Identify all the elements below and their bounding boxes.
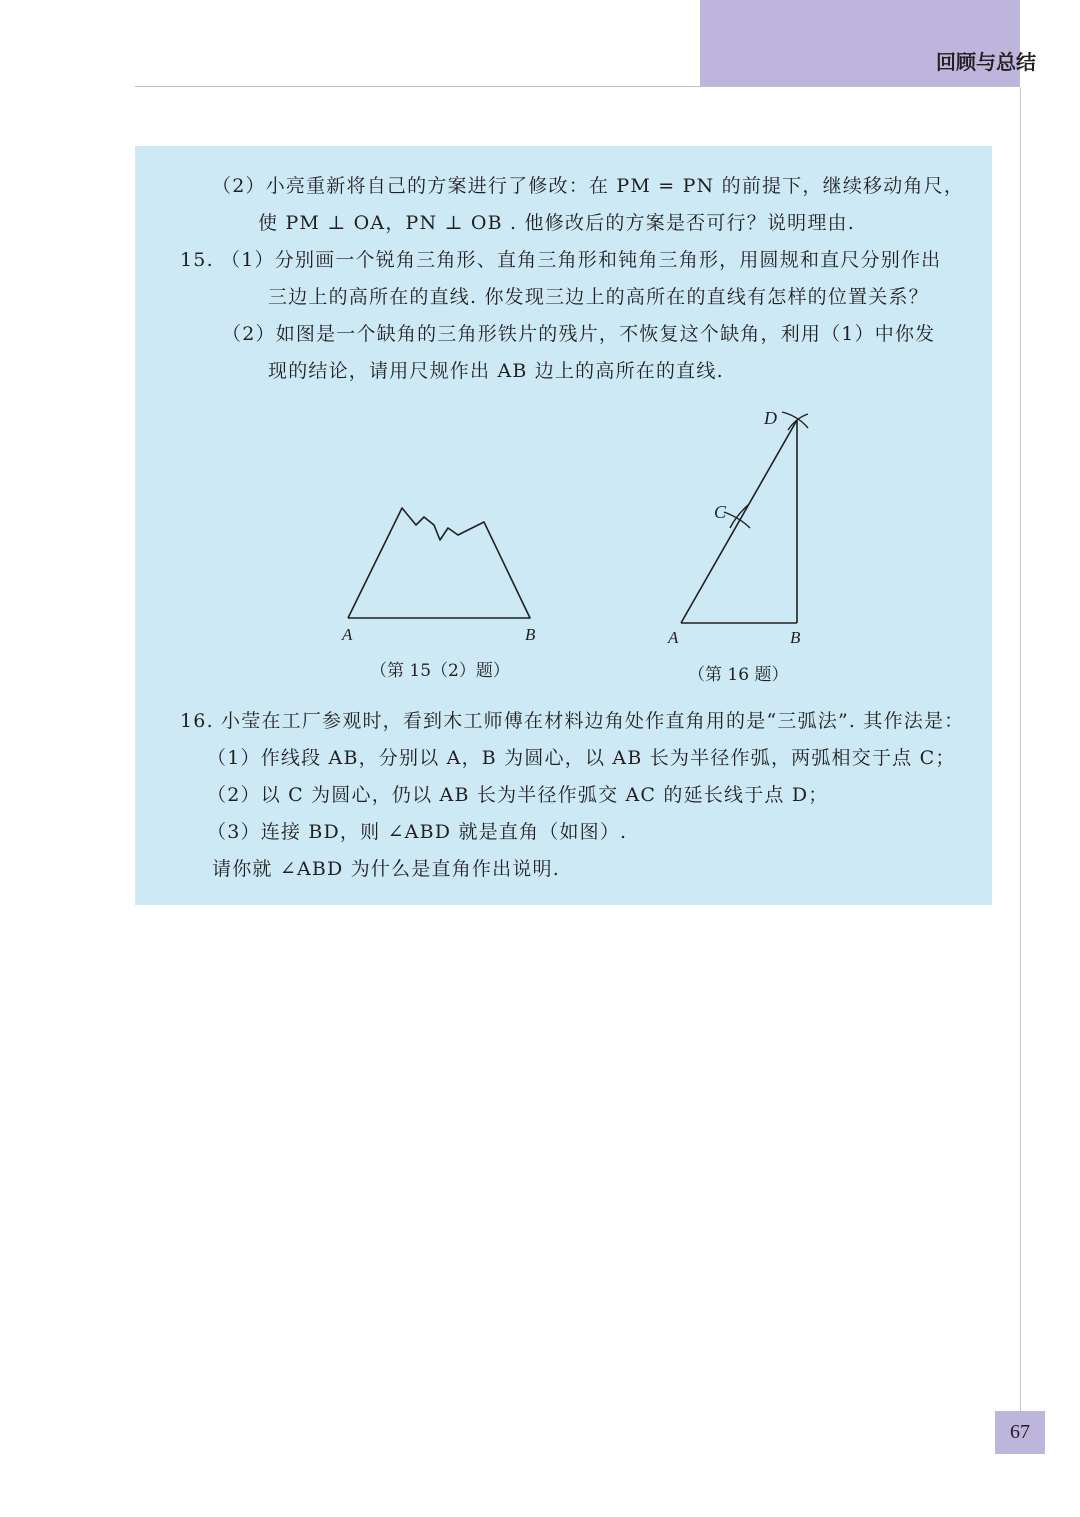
figure-15-label-b: B [525,625,536,644]
problem-16-step-1: （1）作线段 AB，分别以 A，B 为圆心，以 AB 长为半径作弧，两弧相交于点 C； [207,747,956,769]
problem-16-intro: 16. 小莹在工厂参观时，看到木工师傅在材料边角处作直角用的是“三弧法”. 其作法是： [180,710,965,732]
page-number-box [995,1411,1045,1454]
segment-ad [681,420,797,623]
broken-triangle-outline [348,508,530,618]
arc-mark-d-2 [788,414,808,430]
header-divider [135,86,1020,87]
section-title: 回顾与总结 [936,50,1036,74]
figure-15-caption: （第 15（2）题） [370,661,510,681]
figure-15-broken-triangle [330,495,550,645]
figure-15-label-a: A [342,625,353,644]
problem-15-part-2-line-2: 现的结论，请用尺规作出 AB 边上的高所在的直线. [268,360,724,382]
problem-15-part-1-line-1: 15. （1）分别画一个锐角三角形、直角三角形和钝角三角形，用圆规和直尺分别作出 [180,249,942,271]
problem-14-part-2-line-1: （2）小亮重新将自己的方案进行了修改：在 PM = PN 的前提下，继续移动角尺， [212,175,965,197]
figure-16-label-a: A [668,628,679,647]
figure-16-label-d: D [764,408,777,428]
problem-14-part-2-line-2: 使 PM ⊥ OA，PN ⊥ OB . 他修改后的方案是否可行？说明理由. [258,212,855,234]
figure-16-three-arc [660,400,830,655]
figure-16-label-b: B [790,628,801,647]
problem-16-question: 请你就 ∠ABD 为什么是直角作出说明. [212,858,560,880]
arc-mark-d-1 [782,412,808,428]
figure-16-label-c: C [714,502,727,522]
problem-15-part-1-line-2: 三边上的高所在的直线. 你发现三边上的高所在的直线有怎样的位置关系？ [268,286,929,308]
problem-16-step-2: （2）以 C 为圆心，仍以 AB 长为半径作弧交 AC 的延长线于点 D； [207,784,829,806]
figure-16-caption: （第 16 题） [688,665,789,685]
problem-15-part-2-line-1: （2）如图是一个缺角的三角形铁片的残片，不恢复这个缺角，利用（1）中你发 [222,323,936,345]
problem-16-step-3: （3）连接 BD，则 ∠ABD 就是直角（如图）. [207,821,628,843]
side-divider [1020,87,1021,1417]
page-number: 67 [1010,1421,1030,1443]
